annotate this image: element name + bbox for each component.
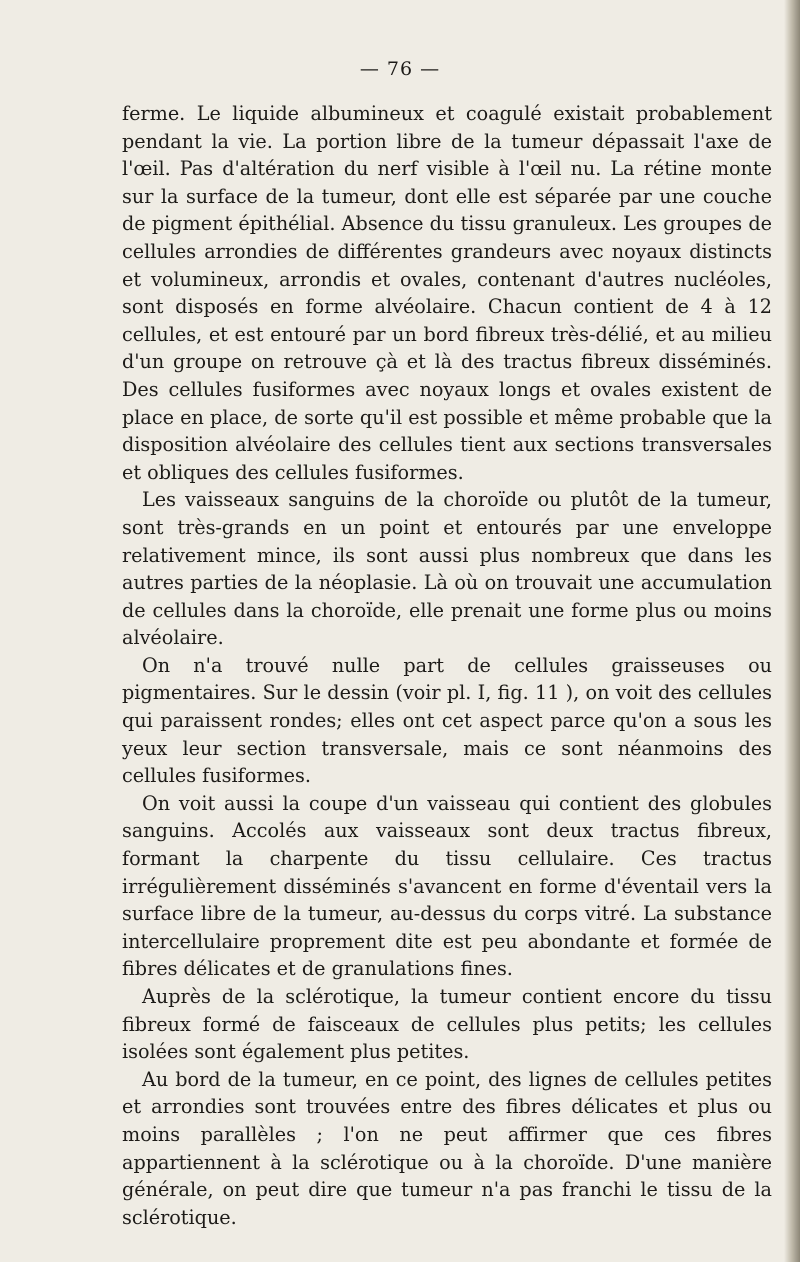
page-edge-shadow (784, 0, 800, 1262)
paragraph-3: On n'a trouvé nulle part de cellules graisseuses ou pigmentaires. Sur le dessin (voir pl. I, fig. 11 ), on voit des cellules qui paraissent rondes; elles ont cet aspect parce qu'on a sous les yeux leur section transversale, mais ce sont néanmoins des cellules fusiformes. (122, 653, 772, 788)
paragraph-5: Auprès de la sclérotique, la tumeur contient encore du tissu fibreux formé de faisceaux de cellules plus petits; les cellules isolées sont également plus petites. (122, 985, 772, 1064)
paragraph-4: On voit aussi la coupe d'un vaisseau qui contient des globules sanguins. Accolés aux vaisseaux sont deux tractus fibreux, formant la charpente du tissu cellulaire. Ces tractus irrégulièrement disséminés s'avancent en forme d'éventail vers la surface libre de la tumeur, au-dessus du corps vitré. La substance intercellulaire proprement dite est peu abondante et formée de fibres délicates et de granulations fines. (122, 791, 772, 981)
paragraph-6: Au bord de la tumeur, en ce point, des lignes de cellules petites et arrondies sont trouvées entre des fibres délicates et plus ou moins parallèles ; l'on ne peut affirmer que ces fibres appartiennent à la sclérotique ou à la choroïde. D'une manière générale, on peut dire que tumeur n'a pas franchi le tissu de la sclérotique. (122, 1067, 772, 1229)
body-text (122, 100, 772, 1231)
paragraph-2: Les vaisseaux sanguins de la choroïde ou plutôt de la tumeur, sont très-grands en un point et entourés par une enveloppe relativement mince, ils sont aussi plus nombreux que dans les autres parties de la néoplasie. Là où on trouvait une accumulation de cellules dans la choroïde, elle prenait une forme plus ou moins alvéolaire. (122, 488, 772, 650)
paragraph-1: ferme. Le liquide albumineux et coagulé existait probablement pendant la vie. La portion libre de la tumeur dépassait l'axe de l'œil. Pas d'altération du nerf visible à l'œil nu. La rétine monte sur la surface de la tumeur, dont elle est séparée par une couche de pigment épithélial. Absence du tissu granuleux. Les groupes de cellules arrondies de différentes grandeurs avec noyaux distincts et volumineux, arrondis et ovales, contenant d'autres nucléoles, sont disposés en forme alvéolaire. Chacun contient de 4 à 12 cellules, et est entouré par un bord fibreux très-délié, et au milieu d'un groupe on retrouve çà et là des tractus fibreux disséminés. Des cellules fusiformes avec noyaux longs et ovales existent de place en place, de sorte qu'il est possible et même probable que la disposition alvéolaire des cellules tient aux sections transversales et obliques des cellules fusiformes. (122, 102, 772, 484)
page-number: — 76 — (359, 58, 441, 80)
